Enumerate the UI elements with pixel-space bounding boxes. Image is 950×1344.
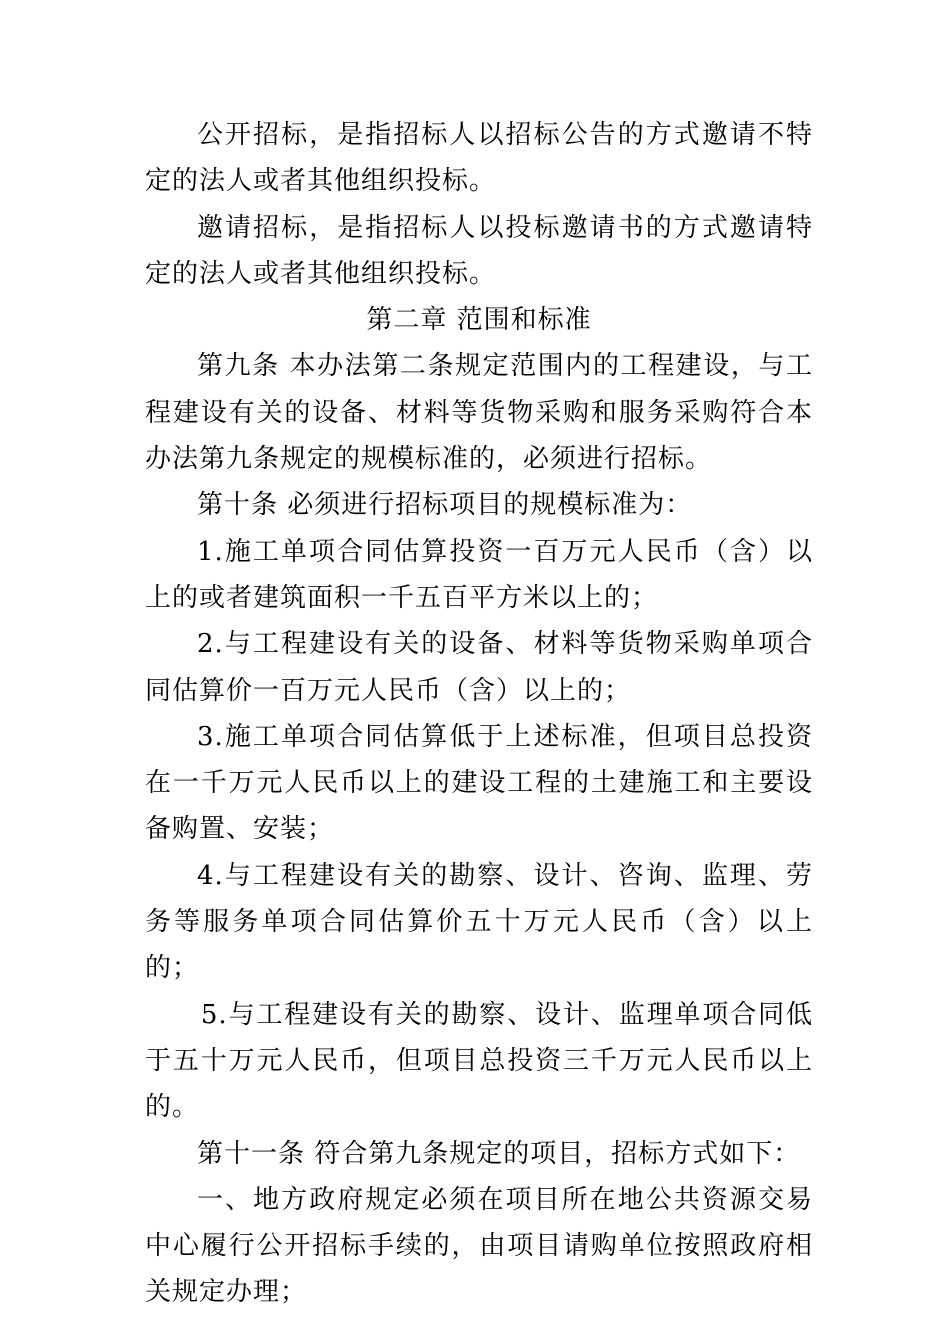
list-item-1: 1.施工单项合同估算投资一百万元人民币（含）以上的或者建筑面积一千五百平方米以上的；: [145, 536, 813, 613]
list-item-3: 3.施工单项合同估算低于上述标准，但项目总投资在一千万元人民币以上的建设工程的土建施工和主要设备购置、安装；: [145, 721, 813, 845]
document-body: [145, 112, 813, 1316]
chapter-heading: 第二章 范围和标准: [366, 305, 592, 336]
paragraph-public-tender-definition: 公开招标，是指招标人以招标公告的方式邀请不特定的法人或者其他组织投标。: [145, 120, 813, 197]
list-item-5: 5.与工程建设有关的勘察、设计、监理单项合同低于五十万元人民币，但项目总投资三千万元人民币以上的。: [145, 999, 813, 1123]
paragraph-article-11-item-1: 一、地方政府规定必须在项目所在地公共资源交易中心履行公开招标手续的，由项目请购单位按照政府相关规定办理；: [145, 1184, 813, 1308]
list-item-2: 2.与工程建设有关的设备、材料等货物采购单项合同估算价一百万元人民币（含）以上的；: [145, 629, 813, 706]
paragraph-article-11: 第十一条 符合第九条规定的项目，招标方式如下：: [197, 1138, 801, 1169]
paragraph-article-10: 第十条 必须进行招标项目的规模标准为：: [197, 490, 693, 521]
list-item-4: 4.与工程建设有关的勘察、设计、咨询、监理、劳务等服务单项合同估算价五十万元人民币（含）以上的；: [145, 860, 813, 984]
paragraph-invited-tender-definition: 邀请招标，是指招标人以投标邀请书的方式邀请特定的法人或者其他组织投标。: [145, 212, 813, 289]
paragraph-article-9: 第九条 本办法第二条规定范围内的工程建设，与工程建设有关的设备、材料等货物采购和服务采购符合本办法第九条规定的规模标准的，必须进行招标。: [145, 351, 813, 475]
